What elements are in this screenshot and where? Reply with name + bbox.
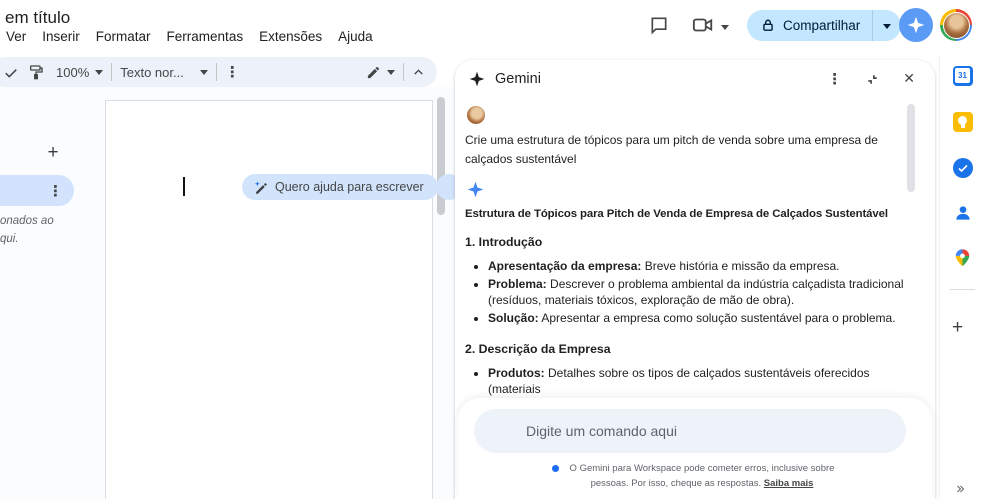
collapse-panel-button[interactable]	[865, 72, 880, 87]
comments-button[interactable]	[646, 12, 672, 38]
tasks-app-button[interactable]	[952, 157, 973, 178]
paint-format-button[interactable]	[28, 64, 44, 80]
list-item: • Solução: Apresentar a empresa como solução sustentável para o problema.	[488, 310, 905, 327]
chevron-down-icon	[387, 70, 395, 79]
menu-ver[interactable]: Ver	[6, 29, 27, 44]
video-camera-icon	[692, 15, 714, 35]
response-section-heading: 2. Descrição da Empresa	[465, 341, 611, 356]
chevron-down-icon	[883, 24, 891, 33]
lock-icon	[761, 18, 775, 33]
maps-app-button[interactable]	[952, 247, 973, 268]
menu-inserir[interactable]: Inserir	[42, 29, 80, 44]
get-addons-button[interactable]	[952, 317, 963, 339]
paint-roller-icon	[28, 64, 44, 80]
add-tab-button[interactable]	[42, 142, 64, 164]
learn-more-link[interactable]: Saiba mais	[763, 477, 814, 489]
avatar-photo	[943, 12, 970, 39]
user-prompt-text: Crie uma estrutura de tópicos para um pitch de venda sobre uma empresa de calçados sustentável	[465, 133, 878, 167]
zoom-select[interactable]	[56, 65, 103, 80]
menu-ferramentas[interactable]: Ferramentas	[166, 29, 244, 44]
gemini-conversation[interactable]	[455, 98, 935, 398]
contacts-app-button[interactable]	[952, 202, 973, 223]
menu-bar	[6, 29, 373, 44]
pen-icon	[366, 65, 381, 80]
plus-icon	[952, 320, 963, 337]
gemini-sparkle-icon	[907, 16, 925, 34]
text-cursor	[183, 177, 185, 196]
menu-formatar[interactable]: Formatar	[95, 29, 151, 44]
gemini-more-options-button[interactable]	[827, 70, 842, 89]
gemini-response-sparkle-icon	[467, 181, 905, 198]
keep-icon	[953, 112, 973, 132]
list-item: • Apresentação da empresa: Breve história e missão da empresa.	[488, 258, 905, 275]
paragraph-style-value: Texto nor...	[120, 64, 184, 80]
close-panel-button[interactable]	[903, 70, 915, 88]
list-item: • Problema: Descrever o problema ambiental da indústria calçadista tradicional (resíduos, materiais tóxicos, exploração de mão de obra).	[488, 276, 905, 309]
outline-hint-line2: qui.	[0, 232, 19, 245]
outline-hint-text	[0, 213, 54, 249]
hide-menus-button[interactable]	[412, 66, 425, 79]
tasks-icon	[953, 158, 973, 178]
hide-side-panel-button[interactable]	[953, 483, 967, 495]
divider	[950, 289, 975, 290]
gemini-header-sparkle-icon	[469, 71, 485, 87]
keep-app-button[interactable]	[952, 111, 973, 132]
workspace-side-rail	[939, 55, 984, 499]
gemini-panel-title: Gemini	[495, 71, 541, 87]
user-avatar	[467, 106, 485, 124]
spellcheck-button[interactable]	[4, 65, 18, 79]
disclaimer-text: O Gemini para Workspace pode cometer erros, inclusive sobre pessoas. Por isso, cheque as respostas.	[569, 463, 835, 489]
calendar-icon: 31	[953, 66, 973, 86]
divider	[872, 10, 873, 41]
tab-options-button[interactable]	[48, 182, 63, 201]
share-button-label: Compartilhar	[783, 18, 861, 33]
editing-mode-select[interactable]	[366, 65, 395, 80]
share-button[interactable]	[747, 10, 872, 41]
divider	[403, 63, 404, 81]
maps-icon	[953, 248, 972, 267]
document-page[interactable]	[105, 100, 433, 499]
paragraph-style-select[interactable]	[120, 65, 208, 80]
contacts-icon	[953, 203, 973, 223]
calendar-app-button[interactable]	[952, 65, 973, 86]
gemini-panel-scrollbar[interactable]	[907, 104, 915, 192]
chevron-down-icon	[200, 70, 208, 79]
gemini-input-card	[458, 398, 932, 499]
menu-extensoes[interactable]: Extensões	[259, 29, 323, 44]
list-item: • Produtos: Detalhes sobre os tipos de calçados sustentáveis oferecidos (materiais	[488, 365, 905, 398]
plus-icon	[47, 142, 58, 164]
account-avatar[interactable]	[940, 9, 972, 41]
editor-toolbar	[0, 57, 437, 87]
gemini-mini-spark-icon	[552, 465, 559, 472]
divider	[216, 63, 217, 81]
join-call-dropdown[interactable]	[712, 14, 738, 40]
chevron-down-icon	[721, 25, 729, 34]
divider	[111, 63, 112, 81]
response-bullet-list	[488, 258, 905, 326]
document-canvas[interactable]	[0, 87, 455, 499]
response-bullet-list	[488, 365, 905, 398]
gemini-launch-button[interactable]	[899, 8, 933, 42]
share-button-group	[747, 10, 901, 41]
response-heading: Estrutura de Tópicos para Pitch de Venda de Empresa de Calçados Sustentável	[465, 208, 888, 221]
zoom-value: 100%	[56, 64, 90, 80]
gemini-prompt-input[interactable]	[474, 409, 906, 453]
document-title[interactable]: em título	[5, 8, 71, 27]
more-toolbar-options-button[interactable]	[225, 63, 240, 81]
gemini-side-panel	[455, 60, 935, 499]
help-me-write-chip[interactable]	[242, 174, 438, 200]
gemini-disclaimer	[458, 462, 932, 491]
outline-hint-line1: onados ao	[0, 215, 54, 227]
comment-icon	[649, 15, 669, 35]
gemini-panel-header	[455, 60, 935, 98]
spellcheck-icon	[4, 65, 18, 79]
chevron-down-icon	[95, 70, 103, 79]
menu-ajuda[interactable]: Ajuda	[338, 29, 373, 44]
help-chip-label: Quero ajuda para escrever	[275, 180, 424, 194]
response-section-heading: 1. Introdução	[465, 235, 543, 250]
document-tab-selected[interactable]	[0, 175, 74, 206]
share-dropdown[interactable]	[873, 19, 901, 33]
pen-sparkle-icon	[253, 180, 268, 195]
